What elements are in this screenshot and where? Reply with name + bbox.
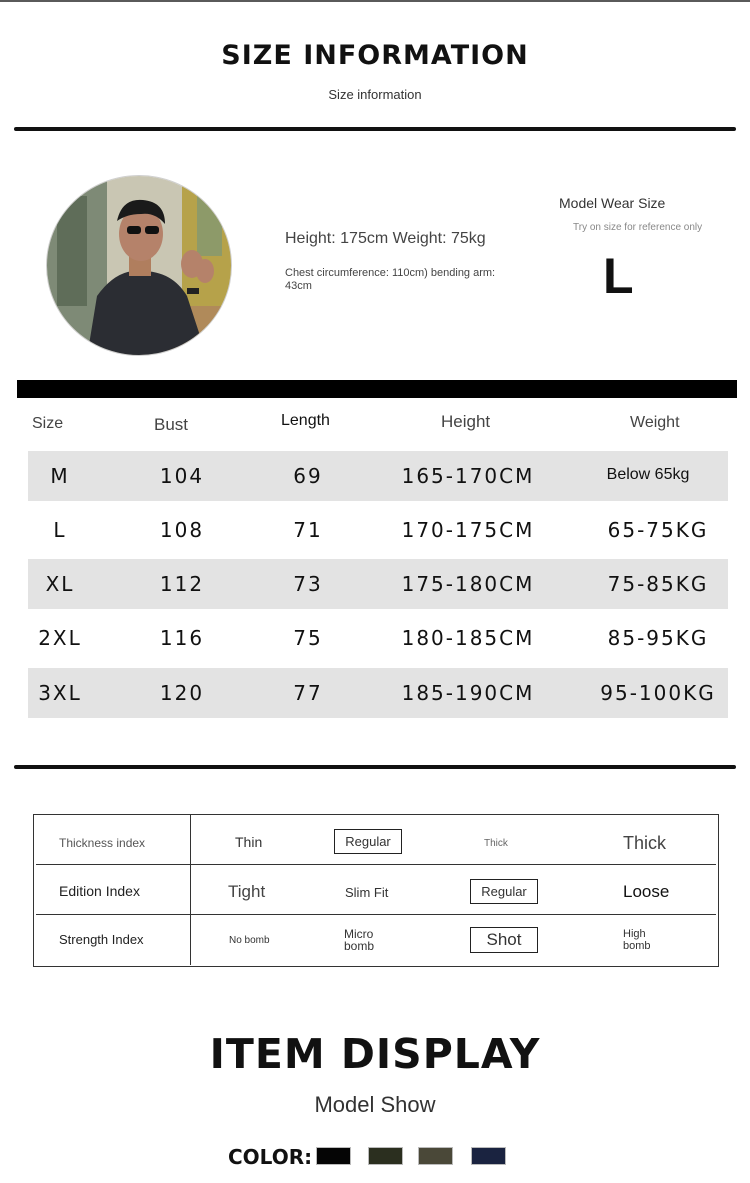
strength-option-no-bomb: No bomb: [229, 935, 270, 946]
model-chest-measurement: Chest circumference: 110cm) bending arm: 43cm: [285, 267, 496, 292]
cell-bust: 112: [159, 572, 205, 596]
thickness-index-label: Thickness index: [59, 836, 146, 850]
cell-bust: 104: [159, 464, 205, 488]
item-display-subtitle: Model Show: [314, 1092, 436, 1117]
strength-index-label: Strength Index: [59, 932, 144, 947]
color-swatch-black[interactable]: [316, 1147, 351, 1165]
cell-weight: 65-75KG: [607, 518, 709, 542]
cell-size: L: [53, 518, 67, 542]
cell-height: 170-175CM: [401, 518, 535, 542]
cell-weight: 75-85KG: [607, 572, 709, 596]
fabric-index-table: [33, 814, 719, 967]
cell-length: 77: [293, 681, 323, 705]
size-information-subtitle: Size information: [328, 87, 422, 102]
size-table-header-bar: [17, 380, 737, 398]
model-height-weight: Height: 175cm Weight: 75kg: [285, 230, 486, 247]
table-row: [28, 668, 728, 718]
header-weight: Weight: [630, 414, 680, 431]
cell-bust: 108: [159, 518, 205, 542]
cell-size: M: [50, 464, 70, 488]
edition-option-regular-selected: Regular: [470, 879, 538, 904]
color-swatch-olive[interactable]: [418, 1147, 453, 1165]
cell-size: 3XL: [38, 681, 82, 705]
divider-top: [14, 127, 736, 131]
header-length: Length: [281, 412, 330, 429]
model-wear-size-note: Try on size for reference only: [573, 222, 703, 233]
model-wear-size-value: L: [603, 248, 634, 304]
edition-option-loose: Loose: [623, 882, 670, 901]
color-label: COLOR:: [228, 1145, 313, 1169]
thickness-option-thick-small: Thick: [484, 838, 508, 849]
edition-index-label: Edition Index: [59, 883, 140, 899]
cell-weight: 95-100KG: [600, 681, 716, 705]
model-photo: [46, 175, 232, 356]
table-row: [28, 559, 728, 609]
cell-length: 73: [293, 572, 323, 596]
edition-option-slim-fit: Slim Fit: [345, 885, 389, 900]
color-swatch-army-green[interactable]: [368, 1147, 403, 1165]
cell-height: 175-180CM: [401, 572, 535, 596]
header-height: Height: [441, 412, 491, 431]
cell-bust: 120: [159, 681, 205, 705]
table-row: [28, 451, 728, 501]
size-information-title: SIZE INFORMATION: [221, 40, 529, 71]
cell-height: 180-185CM: [401, 626, 535, 650]
thickness-option-regular-selected: Regular: [334, 829, 402, 854]
cell-bust: 116: [159, 626, 205, 650]
cell-height: 185-190CM: [401, 681, 535, 705]
cell-weight: Below 65kg: [606, 466, 690, 483]
strength-option-shot-selected: Shot: [470, 927, 538, 953]
index-table-row-divider: [36, 914, 716, 915]
model-photo-illustration: [47, 176, 232, 356]
cell-length: 69: [293, 464, 323, 488]
edition-option-tight: Tight: [228, 882, 266, 901]
divider-middle: [14, 765, 736, 769]
cell-length: 75: [293, 626, 323, 650]
table-row: [28, 505, 728, 555]
item-display-title: ITEM DISPLAY: [209, 1030, 541, 1078]
thickness-option-thin: Thin: [235, 834, 263, 850]
cell-size: XL: [45, 572, 75, 596]
color-swatch-navy[interactable]: [471, 1147, 506, 1165]
index-table-row-divider: [36, 864, 716, 865]
cell-height: 165-170CM: [401, 464, 535, 488]
header-size: Size: [32, 415, 64, 432]
model-wear-size-title: Model Wear Size: [559, 195, 666, 211]
thickness-option-thick: Thick: [623, 833, 667, 853]
header-bust: Bust: [154, 415, 189, 434]
cell-size: 2XL: [38, 626, 82, 650]
strength-option-micro-bomb: Micro bomb: [344, 927, 375, 953]
top-border: [0, 0, 750, 2]
cell-weight: 85-95KG: [607, 626, 709, 650]
index-table-column-divider: [190, 815, 191, 965]
strength-option-high-bomb: High bomb: [623, 928, 651, 952]
cell-length: 71: [293, 518, 323, 542]
table-row: [28, 613, 728, 663]
